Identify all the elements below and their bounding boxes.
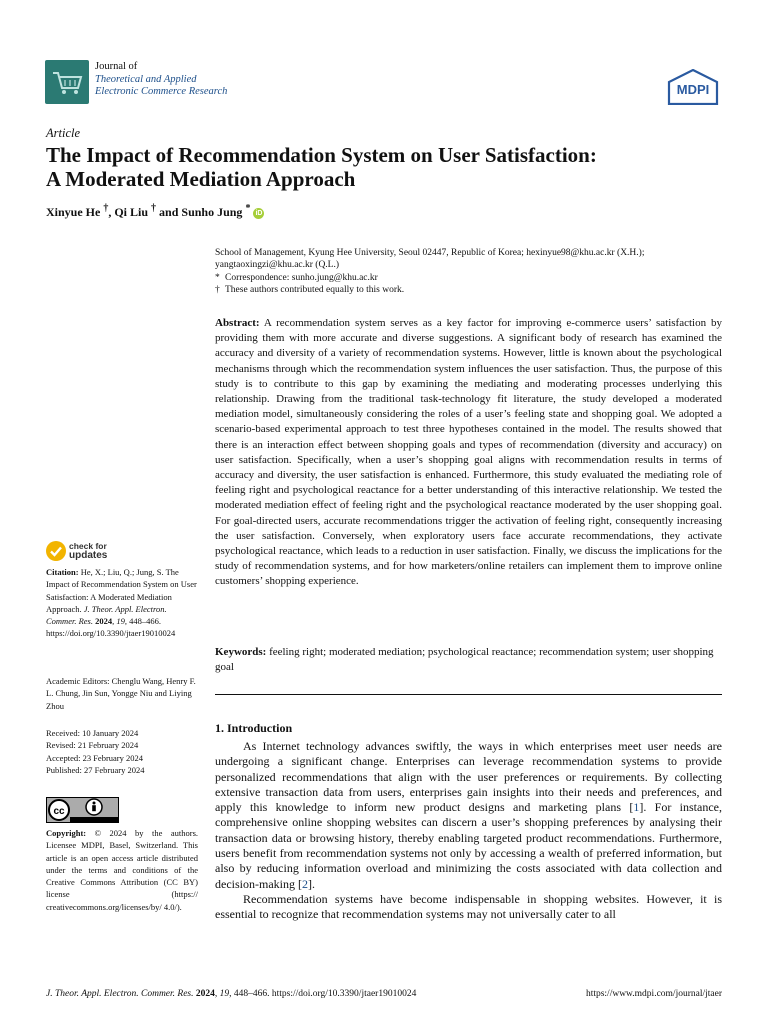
abstract: Abstract: A recommendation system serves as a key factor for improving e-commerce users’ satisfaction by providing them with more accurate and diverse suggestions. A significant body of research has examined the accuracy and diversity of a variety of recommendation systems. However, little is known about the psychological mechanisms through which the recommendation system influences the user satisfaction. Thus, the purpose of this study is to contribute to this gap by examining the mediating and moderating processes underlying this relationship. Drawing from the traditional task-technology fit literature, the study developed a moderated mediation model, simultaneously considering the roles of a user’s feeling state and shopping goal. We adopted a scenario-based experimental approach to test three hypotheses contained in the model. The results showed that there is an interaction effect between shopping goals and types of recommendation (diversity and accuracy) on user satisfaction. Specifically, when a user’s shopping goal aligns with recommendation results in terms of accuracy and diversity, the user satisfaction is enhanced. Furthermore, this study evaluated the mediating role of feeling right and psychological reactance for a better understanding of this interactive relationship. We tested the moderated mediation effect of feeling right and the psychological reactance moderated by the user shopping goal. For goal-directed users, accurate recommendations trigger the activation of feeling right, consequently increasing the user satisfaction. Conversely, when exploratory users face accurate recommendations, they activate psychological reactance, which leads to a reduction in user satisfaction. Finally, we discuss the implications for the study of recommendation systems, and for how marketers/online retailers can implement them to improve online customers’ shopping experience. [215,317,722,588]
svg-text:MDPI: MDPI [676,82,710,97]
keywords: Keywords: feeling right; moderated mediation; psychological reactance; recommendation system; user shopping goal [215,646,714,674]
introduction-body [215,739,722,923]
publication-dates: Received: 10 January 2024 Revised: 21 February 2024 Accepted: 23 February 2024 Published: 27 February 2024 [46,728,145,775]
reference-link[interactable]: 1 [633,800,640,815]
journal-name: Journal of Theoretical and Applied Electronic Commerce Research [95,61,228,97]
author-list: Xinyue He †, Qi Liu † and Sunho Jung * iD [46,203,263,219]
footer-citation: J. Theor. Appl. Electron. Commer. Res. 2024, 19, 448–466. https://doi.org/10.3390/jtaer19010024 [46,989,417,999]
check-updates-icon [45,540,67,562]
journal-logo [45,60,89,104]
section-heading: 1. Introduction [215,721,293,735]
orcid-icon[interactable]: iD [255,210,263,217]
article-type: Article [46,126,81,140]
svg-text:cc: cc [53,806,65,817]
section-divider [215,694,722,695]
correspondence: Correspondence: sunho.jung@khu.ac.kr [225,272,378,283]
paper-title: The Impact of Recommendation System on User Satisfaction: A Moderated Mediation Approach [46,143,597,191]
creative-commons-by-icon[interactable] [46,797,119,823]
paragraph: Recommendation systems have become indispensable in shopping websites. However, it is essential to recognize that recommendation systems may not universally cater to all [215,891,722,922]
academic-editors: Academic Editors: Chenglu Wang, Henry F. L. Chung, Jin Sun, Yongge Niu and Liying Zhou [46,676,196,711]
doi-link[interactable]: 448–466. https://doi.org/10.3390/jtaer19010024 [46,616,176,639]
paragraph: As Internet technology advances swiftly, the ways in which enterprises meet user needs are undergoing a significant change. Enterprises can leverage recommendation systems to provide personalized recommendations that align with the user preferences or requirements. By collecting extensive transaction data from users, enterprises gain insights into their needs and preferences, and apply this knowledge to inform new product designs and marketing plans [1]. For instance, comprehensive online shopping websites can discern a user’s shopping preferences by analysing their transaction data or browsing history, thereby enabling targeted product recommendations. Furthermore, users benefit from recommendation systems not only by accessing a wealth of preferred information, but also by reducing information overload and minimizing the costs associated with data collection and decision-making [2]. [215,739,722,891]
journal-url[interactable]: https://www.mdpi.com/journal/jtaer [585,989,722,999]
affiliations: School of Management, Kyung Hee University, Seoul 02447, Republic of Korea; hexinyue98@khu.ac.kr (X.H.); yangtaoxingzi@khu.ac.kr (Q.L.) * Correspondence: sunho.jung@khu.ac.kr † These authors contributed equally to this work. [215,248,645,295]
author-name[interactable]: Sunho Jung [181,205,243,219]
shopping-cart-icon [45,60,89,104]
citation-block: Citation: He, X.; Liu, Q.; Jung, S. The Impact of Recommendation System on User Satisfaction: A Moderated Mediation Approach. J. Theor. Appl. Electron. Commer. Res. 2024, 19, 448–466. https://doi.org/10.3390/jtaer19010024 [46,567,197,639]
author-name[interactable]: Qi Liu [114,205,149,219]
copyright-notice: Copyright: © 2024 by the authors. Licensee MDPI, Basel, Switzerland. This article is an open access article distributed under the terms and conditions of the Creative Commons Attribution (CC BY) license (https:// creativecommons.org/licenses/by/ 4.0/). [46,828,199,912]
mdpi-logo [666,69,720,105]
reference-link[interactable]: 2 [301,876,308,891]
author-name[interactable]: Xinyue He [46,205,101,219]
